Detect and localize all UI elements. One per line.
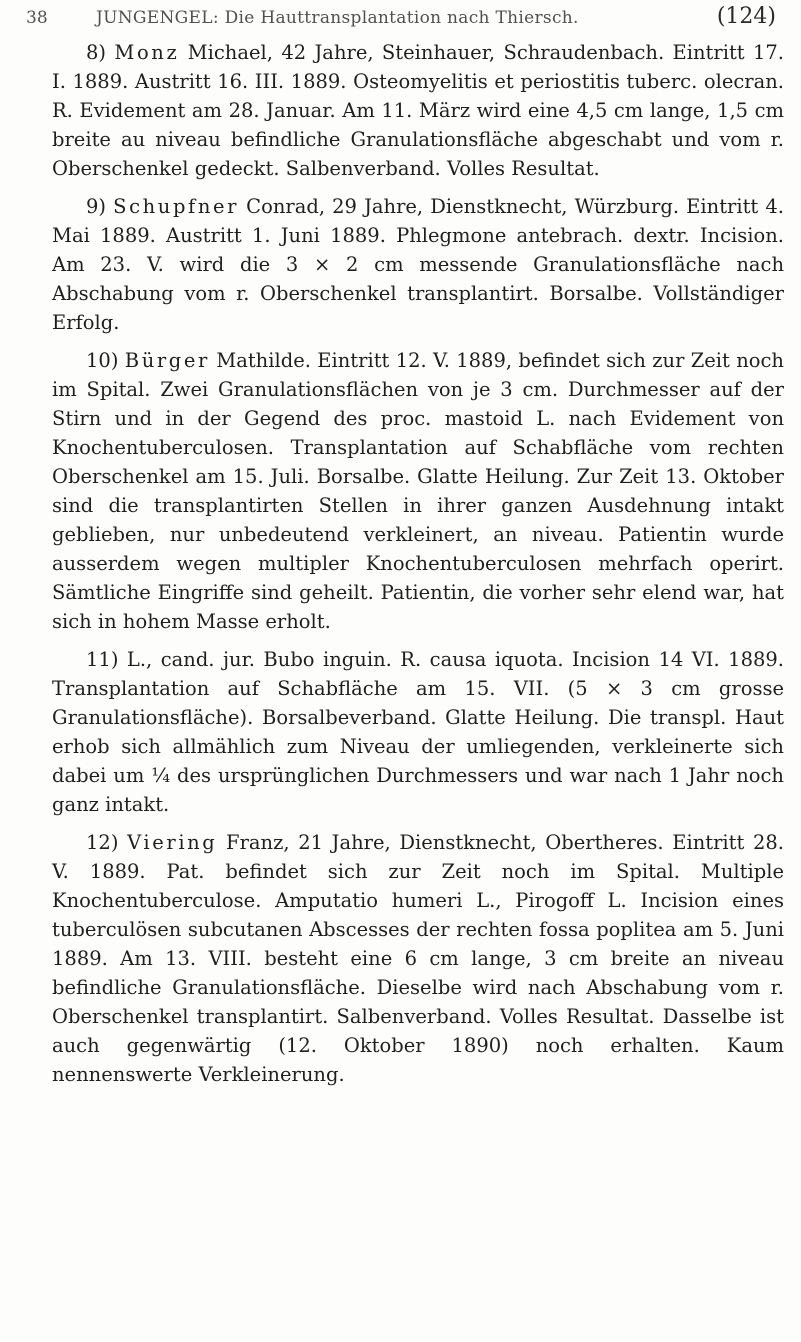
case-number: 8) bbox=[86, 41, 107, 64]
case-number: 12) bbox=[86, 831, 119, 854]
running-title: JUNGENGEL: Die Hauttransplantation nach Thiersch. bbox=[96, 8, 579, 28]
case-entry-12 bbox=[52, 828, 784, 1089]
patient-name: Bürger bbox=[124, 349, 210, 372]
case-number: 9) bbox=[86, 195, 107, 218]
patient-name: Monz bbox=[114, 41, 180, 64]
case-text: Michael, 42 Jahre, Steinhauer, Schraudenbach. Eintritt 17. I. 1889. Austritt 16. III. 1889. Osteomyelitis et periostitis tuberc. olecran. R. Evidement am 28. Januar. Am 11. März wird eine 4,5 cm lange, 1,5 cm breite au niveau befindliche Granulationsfläche abgeschabt und vom r. Oberschenkel gedeckt. Salbenverband. Volles Resultat. bbox=[52, 41, 784, 180]
case-entry-8 bbox=[52, 38, 784, 183]
case-number: 10) bbox=[86, 349, 119, 372]
patient-name: Schupfner bbox=[113, 195, 240, 218]
patient-name: Viering bbox=[127, 831, 218, 854]
case-text: Conrad, 29 Jahre, Dienstknecht, Würzburg. Eintritt 4. Mai 1889. Austritt 1. Juni 1889. Phlegmone antebrach. dextr. Incision. Am 23. V. wird die 3 × 2 cm messende Granulationsfläche nach Abschabung vom r. Oberschenkel transplantirt. Borsalbe. Vollständiger Erfolg. bbox=[52, 195, 784, 334]
running-header bbox=[26, 0, 776, 34]
case-text: Mathilde. Eintritt 12. V. 1889, befindet sich zur Zeit noch im Spital. Zwei Granulationsflächen von je 3 cm. Durchmesser auf der Stirn und in der Gegend des proc. mastoid L. nach Evidement von Knochentuberculosen. Transplantation auf Schabfläche vom rechten Oberschenkel am 15. Juli. Borsalbe. Glatte Heilung. Zur Zeit 13. Oktober sind die transplantirten Stellen in ihrer ganzen Ausdehnung intakt geblieben, nur unbedeutend verkleinert, an niveau. Patientin wurde ausserdem wegen multipler Knochentuberculosen mehrfach operirt. Sämtliche Eingriffe sind geheilt. Patientin, die vorher sehr elend war, hat sich in hohem Masse erholt. bbox=[52, 349, 784, 633]
page-number: 38 bbox=[26, 8, 48, 28]
case-entry-9 bbox=[52, 192, 784, 337]
case-text: Franz, 21 Jahre, Dienstknecht, Obertheres. Eintritt 28. V. 1889. Pat. befindet sich zur Zeit noch im Spital. Multiple Knochentuberculose. Amputatio humeri L., Pirogoff L. Incision eines tuberculösen subcutanen Abscesses der rechten fossa poplitea am 5. Juni 1889. Am 13. VIII. besteht eine 6 cm lange, 3 cm breite an niveau befindliche Granulationsfläche. Dieselbe wird nach Abschabung vom r. Oberschenkel transplantirt. Salbenverband. Volles Resultat. Dasselbe ist auch gegenwärtig (12. Oktober 1890) noch erhalten. Kaum nennenswerte Verkleinerung. bbox=[52, 831, 784, 1086]
case-entry-10 bbox=[52, 346, 784, 636]
case-entry-11 bbox=[52, 645, 784, 819]
case-text: L., cand. jur. Bubo inguin. R. causa iquota. Incision 14 VI. 1889. Transplantation auf Schabfläche am 15. VII. (5 × 3 cm grosse Granulationsfläche). Borsalbeverband. Glatte Heilung. Die transpl. Haut erhob sich allmählich zum Niveau der umliegenden, verkleinerte sich dabei um ¼ des ursprünglichen Durchmessers und war nach 1 Jahr noch ganz intakt. bbox=[52, 648, 785, 816]
section-number: (124) bbox=[716, 4, 776, 29]
case-list bbox=[52, 38, 784, 1098]
case-number: 11) bbox=[86, 648, 119, 671]
